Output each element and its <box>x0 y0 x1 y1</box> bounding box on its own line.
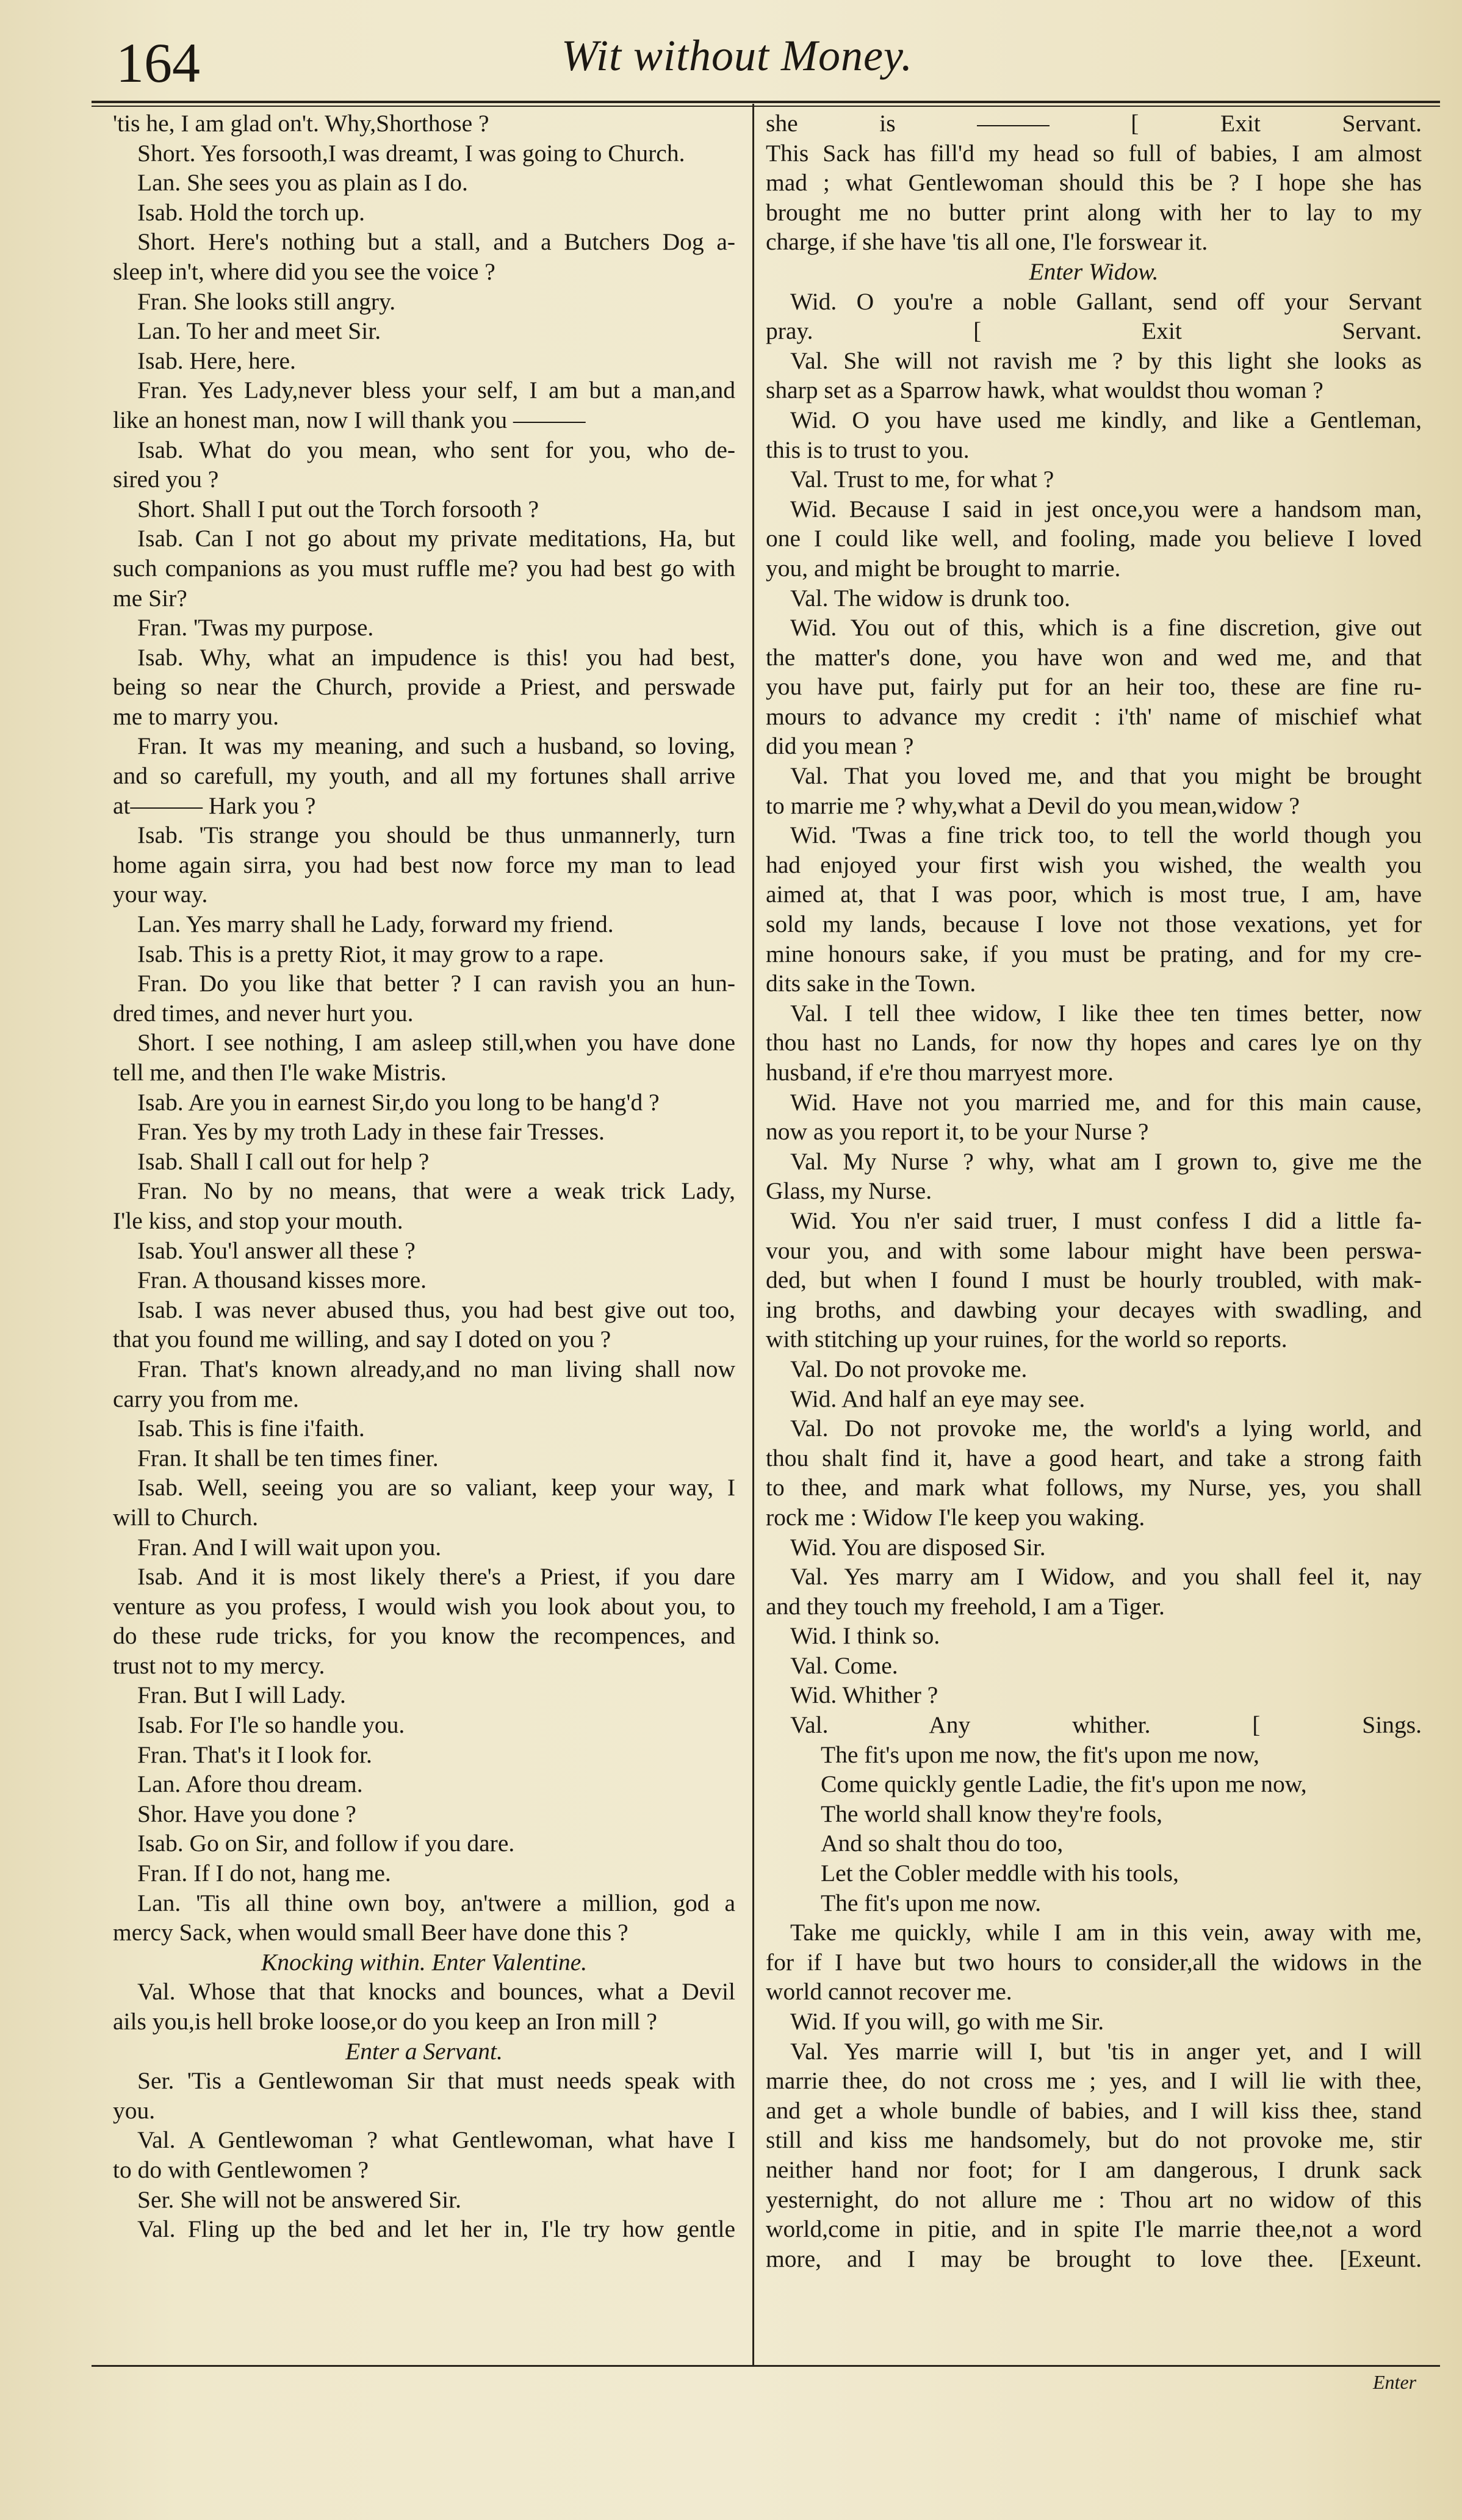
text-line: Isab. This is a pretty Riot, it may grow to a rape. <box>137 940 604 967</box>
text-line: she is ——— [ Exit Servant. <box>766 110 1422 137</box>
text-line: 'tis he, I am glad on't. Why,Shorthose ? <box>113 110 489 137</box>
text-line: to do with Gentlewomen ? <box>113 2156 369 2183</box>
text-line: rock me : Widow I'le keep you waking. <box>766 1503 1145 1531</box>
text-line: Val. Yes marrie will I, but 'tis in anger yet, and I will <box>790 2037 1422 2065</box>
text-line: Isab. Well, seeing you are so valiant, keep your way, I <box>137 1474 735 1501</box>
text-line: Val. She will not ravish me ? by this light she looks as <box>790 347 1422 374</box>
text-line: carry you from me. <box>113 1385 299 1412</box>
text-line: ing broths, and dawbing your decayes with swadling, and <box>766 1296 1422 1323</box>
text-line: Lan. To her and meet Sir. <box>137 317 381 345</box>
text-line: Val. Whose that that knocks and bounces, what a Devil <box>137 1978 735 2006</box>
text-line: at——— Hark you ? <box>113 792 316 819</box>
text-line: Enter Widow. <box>1029 258 1159 285</box>
text-line: venture as you profess, I would wish you look about you, to <box>113 1592 735 1620</box>
text-line: Val. Trust to me, for what ? <box>790 466 1054 493</box>
text-line: and so carefull, my youth, and all my fortunes shall arrive <box>113 762 735 790</box>
text-line: Fran. It shall be ten times finer. <box>137 1444 439 1471</box>
footer-rule <box>92 2365 1440 2367</box>
text-line: sired you ? <box>113 466 219 493</box>
text-line: Val. Yes marry am I Widow, and you shall feel it, nay <box>790 1563 1422 1590</box>
text-line: now as you report it, to be your Nurse ? <box>766 1118 1149 1146</box>
header-rule <box>92 101 1440 103</box>
text-line: Fran. Do you like that better ? I can ravish you an hun- <box>137 970 735 997</box>
text-line: with stitching up your ruines, for the world so reports. <box>766 1326 1287 1353</box>
text-line: charge, if she have 'tis all one, I'le forswear it. <box>766 228 1208 256</box>
text-line: Val. Do not provoke me. <box>790 1355 1028 1382</box>
catchword: Enter <box>1373 2371 1417 2393</box>
text-line: Isab. I was never abused thus, you had best give out too, <box>137 1296 735 1323</box>
text-line: Short. Here's nothing but a stall, and a Butchers Dog a- <box>137 228 735 256</box>
text-line: mercy Sack, when would small Beer have done this ? <box>113 1919 628 1946</box>
text-line: world,come in pitie, and in spite I'le marrie thee,not a word <box>766 2215 1422 2243</box>
text-line: Isab. You'l answer all these ? <box>137 1237 416 1264</box>
text-line: to marrie me ? why,what a Devil do you mean,widow ? <box>766 792 1300 819</box>
text-line: aimed at, that I was poor, which is most true, I am, have <box>766 881 1422 908</box>
text-line: Wid. You are disposed Sir. <box>790 1533 1046 1561</box>
text-line: Wid. Because I said in jest once,you were a handsom man, <box>790 495 1422 522</box>
text-line: world cannot recover me. <box>766 1978 1012 2006</box>
text-line: And so shalt thou do too, <box>821 1830 1064 1857</box>
text-line: Fran. Yes by my troth Lady in these fair Tresses. <box>137 1118 605 1146</box>
text-line: being so near the Church, provide a Priest, and perswade <box>113 673 735 701</box>
text-line: Isab. This is fine i'faith. <box>137 1415 365 1442</box>
text-line: I'le kiss, and stop your mouth. <box>113 1207 403 1234</box>
left-column <box>113 109 735 2244</box>
text-line: sharp set as a Sparrow hawk, what wouldst thou woman ? <box>766 377 1323 404</box>
text-line: Come quickly gentle Ladie, the fit's upon me now, <box>821 1771 1307 1798</box>
text-line: one I could like well, and fooling, made you believe I loved <box>766 525 1422 552</box>
text-line: Val. The widow is drunk too. <box>790 584 1070 612</box>
text-line: to thee, and mark what follows, my Nurse, yes, you shall <box>766 1474 1422 1501</box>
text-line: your way. <box>113 881 208 908</box>
text-line: Fran. That's known already,and no man living shall now <box>137 1355 735 1382</box>
text-line: thou shalt find it, have a good heart, and take a strong faith <box>766 1444 1422 1471</box>
text-line: Isab. Go on Sir, and follow if you dare. <box>137 1830 515 1857</box>
text-line: Wid. I think so. <box>790 1622 940 1650</box>
text-line: you have put, fairly put for an heir too, these are fine ru- <box>766 673 1422 701</box>
text-line: Fran. And I will wait upon you. <box>137 1533 442 1561</box>
page-header <box>92 24 1434 98</box>
text-line: The fit's upon me now. <box>821 1889 1042 1916</box>
text-line: Isab. Can I not go about my private meditations, Ha, but <box>137 525 735 552</box>
text-line: me Sir? <box>113 584 187 612</box>
text-line: Val. I tell thee widow, I like thee ten times better, now <box>790 999 1422 1027</box>
text-line: Knocking within. Enter Valentine. <box>261 1948 588 1976</box>
running-title: Wit without Money. <box>561 31 913 80</box>
text-line: The world shall know they're fools, <box>821 1800 1163 1827</box>
text-line: this is to trust to you. <box>766 436 970 463</box>
text-line: ded, but when I found I must be hourly troubled, with mak- <box>766 1266 1422 1294</box>
text-line: Ser. She will not be answered Sir. <box>137 2186 461 2213</box>
text-line: tell me, and then I'le wake Mistris. <box>113 1059 447 1086</box>
text-line: Isab. Why, what an impudence is this! you had best, <box>137 643 735 671</box>
text-line: yesternight, do not allure me : Thou art no widow of this <box>766 2186 1422 2213</box>
page-number: 164 <box>116 32 200 94</box>
text-line: Fran. No by no means, that were a weak trick Lady, <box>137 1177 735 1205</box>
text-line: you. <box>113 2096 156 2124</box>
text-line: Shor. Have you done ? <box>137 1800 356 1827</box>
column-divider <box>752 104 754 2365</box>
text-line: Isab. 'Tis strange you should be thus unmannerly, turn <box>137 821 735 849</box>
text-line: Wid. O you're a noble Gallant, send off your Servant <box>790 287 1422 315</box>
text-line: mad ; what Gentlewoman should this be ? I hope she has <box>766 169 1422 197</box>
text-line: neither hand nor foot; for I am dangerous, I drunk sack <box>766 2156 1422 2183</box>
text-line: Wid. You n'er said truer, I must confess I did a little fa- <box>790 1207 1422 1234</box>
text-line: ails you,is hell broke loose,or do you keep an Iron mill ? <box>113 2008 657 2035</box>
text-line: Isab. Here, here. <box>137 347 296 374</box>
text-line: Wid. Whither ? <box>790 1681 938 1709</box>
text-line: will to Church. <box>113 1503 259 1531</box>
text-line: vour you, and with some labour might have been perswa- <box>766 1237 1422 1264</box>
text-line: Fran. That's it I look for. <box>137 1741 372 1768</box>
text-line: Val. My Nurse ? why, what am I grown to, give me the <box>790 1147 1422 1175</box>
text-line: trust not to my mercy. <box>113 1652 325 1679</box>
text-line: Wid. 'Twas a fine trick too, to tell the world though you <box>790 821 1422 849</box>
text-line: husband, if e're thou marryest more. <box>766 1059 1114 1086</box>
text-line: Val. Fling up the bed and let her in, I'le try how gentle <box>137 2215 735 2243</box>
text-line: Val. Come. <box>790 1652 898 1679</box>
text-line: This Sack has fill'd my head so full of babies, I am almost <box>766 139 1422 167</box>
text-line: still and kiss me handsomely, but do not provoke me, stir <box>766 2126 1422 2154</box>
text-line: had enjoyed your first wish you wished, the wealth you <box>766 851 1422 878</box>
text-line: Wid. And half an eye may see. <box>790 1385 1086 1412</box>
text-line: do these rude tricks, for you know the recompences, and <box>113 1622 735 1650</box>
text-line: thou hast no Lands, for now thy hopes and cares lye on thy <box>766 1029 1422 1056</box>
text-line: pray. [ Exit Servant. <box>766 317 1422 345</box>
text-line: Fran. 'Twas my purpose. <box>137 614 374 641</box>
text-line: Short. Yes forsooth,I was dreamt, I was going to Church. <box>137 139 685 167</box>
text-line: Lan. Afore thou dream. <box>137 1771 363 1798</box>
text-line: Wid. Have not you married me, and for this main cause, <box>790 1088 1422 1116</box>
right-column <box>766 109 1422 2273</box>
text-line: Isab. And it is most likely there's a Priest, if you dare <box>137 1563 735 1590</box>
text-line: sleep in't, where did you see the voice ? <box>113 258 495 285</box>
text-line: The fit's upon me now, the fit's upon me now, <box>821 1741 1259 1768</box>
text-line: Val. A Gentlewoman ? what Gentlewoman, what have I <box>137 2126 735 2154</box>
text-line: Wid. If you will, go with me Sir. <box>790 2008 1104 2035</box>
text-line: that you found me willing, and say I doted on you ? <box>113 1326 611 1353</box>
text-line: Enter a Servant. <box>345 2037 503 2065</box>
text-line: and get a whole bundle of babies, and I will kiss thee, stand <box>766 2096 1422 2124</box>
text-line: Val. Any whither. [ Sings. <box>790 1711 1422 1739</box>
text-line: Lan. 'Tis all thine own boy, an'twere a million, god a <box>137 1889 735 1916</box>
text-line: Isab. Hold the torch up. <box>137 198 365 226</box>
text-line: Fran. A thousand kisses more. <box>137 1266 427 1294</box>
text-line: Wid. You out of this, which is a fine discretion, give out <box>790 614 1422 641</box>
text-line: more, and I may be brought to love thee. [Exeunt. <box>766 2245 1422 2272</box>
text-line: Lan. Yes marry shall he Lady, forward my friend. <box>137 911 614 938</box>
text-line: Wid. O you have used me kindly, and like a Gentleman, <box>790 406 1422 433</box>
text-line: Fran. It was my meaning, and such a husband, so loving, <box>137 732 735 760</box>
text-line: mours to advance my credit : i'th' name of mischief what <box>766 702 1422 730</box>
text-line: you, and might be brought to marrie. <box>766 554 1121 582</box>
text-line: Val. That you loved me, and that you might be brought <box>790 762 1422 790</box>
text-line: marrie thee, do not cross me ; yes, and I will lie with thee, <box>766 2067 1422 2095</box>
text-line: the matter's done, you have won and wed me, and that <box>766 643 1422 671</box>
text-line: Val. Do not provoke me, the world's a lying world, and <box>790 1415 1422 1442</box>
text-line: Lan. She sees you as plain as I do. <box>137 169 468 197</box>
text-line: dits sake in the Town. <box>766 970 976 997</box>
header-rule-thin <box>92 106 1440 107</box>
text-line: and they touch my freehold, I am a Tiger. <box>766 1592 1165 1620</box>
text-line: Isab. For I'le so handle you. <box>137 1711 405 1739</box>
text-line: brought me no butter print along with her to lay to my <box>766 198 1422 226</box>
text-line: home again sirra, you had best now force my man to lead <box>113 851 735 878</box>
text-line: Fran. But I will Lady. <box>137 1681 346 1709</box>
text-line: Isab. Are you in earnest Sir,do you long to be hang'd ? <box>137 1088 660 1116</box>
text-line: did you mean ? <box>766 732 914 760</box>
text-line: Let the Cobler meddle with his tools, <box>821 1860 1179 1887</box>
text-line: like an honest man, now I will thank you ——— <box>113 406 586 433</box>
text-line: Take me quickly, while I am in this vein, away with me, <box>790 1919 1422 1946</box>
text-line: Short. Shall I put out the Torch forsooth ? <box>137 495 539 522</box>
text-line: Isab. Shall I call out for help ? <box>137 1147 430 1175</box>
text-line: Fran. If I do not, hang me. <box>137 1860 391 1887</box>
text-line: mine honours sake, if you must be prating, and for my cre- <box>766 940 1422 967</box>
text-line: Fran. Yes Lady,never bless your self, I am but a man,and <box>137 377 735 404</box>
text-line: such companions as you must ruffle me? you had best go with <box>113 554 735 582</box>
text-line: Ser. 'Tis a Gentlewoman Sir that must needs speak with <box>137 2067 735 2095</box>
text-line: Glass, my Nurse. <box>766 1177 932 1205</box>
text-line: sold my lands, because I love not those vexations, yet for <box>766 911 1422 938</box>
text-line: Short. I see nothing, I am asleep still,when you have done <box>137 1029 735 1056</box>
text-line: Fran. She looks still angry. <box>137 287 396 315</box>
text-line: for if I have but two hours to consider,all the widows in the <box>766 1948 1422 1976</box>
text-line: dred times, and never hurt you. <box>113 999 414 1027</box>
text-line: Isab. What do you mean, who sent for you, who de- <box>137 436 735 463</box>
text-line: me to marry you. <box>113 702 279 730</box>
